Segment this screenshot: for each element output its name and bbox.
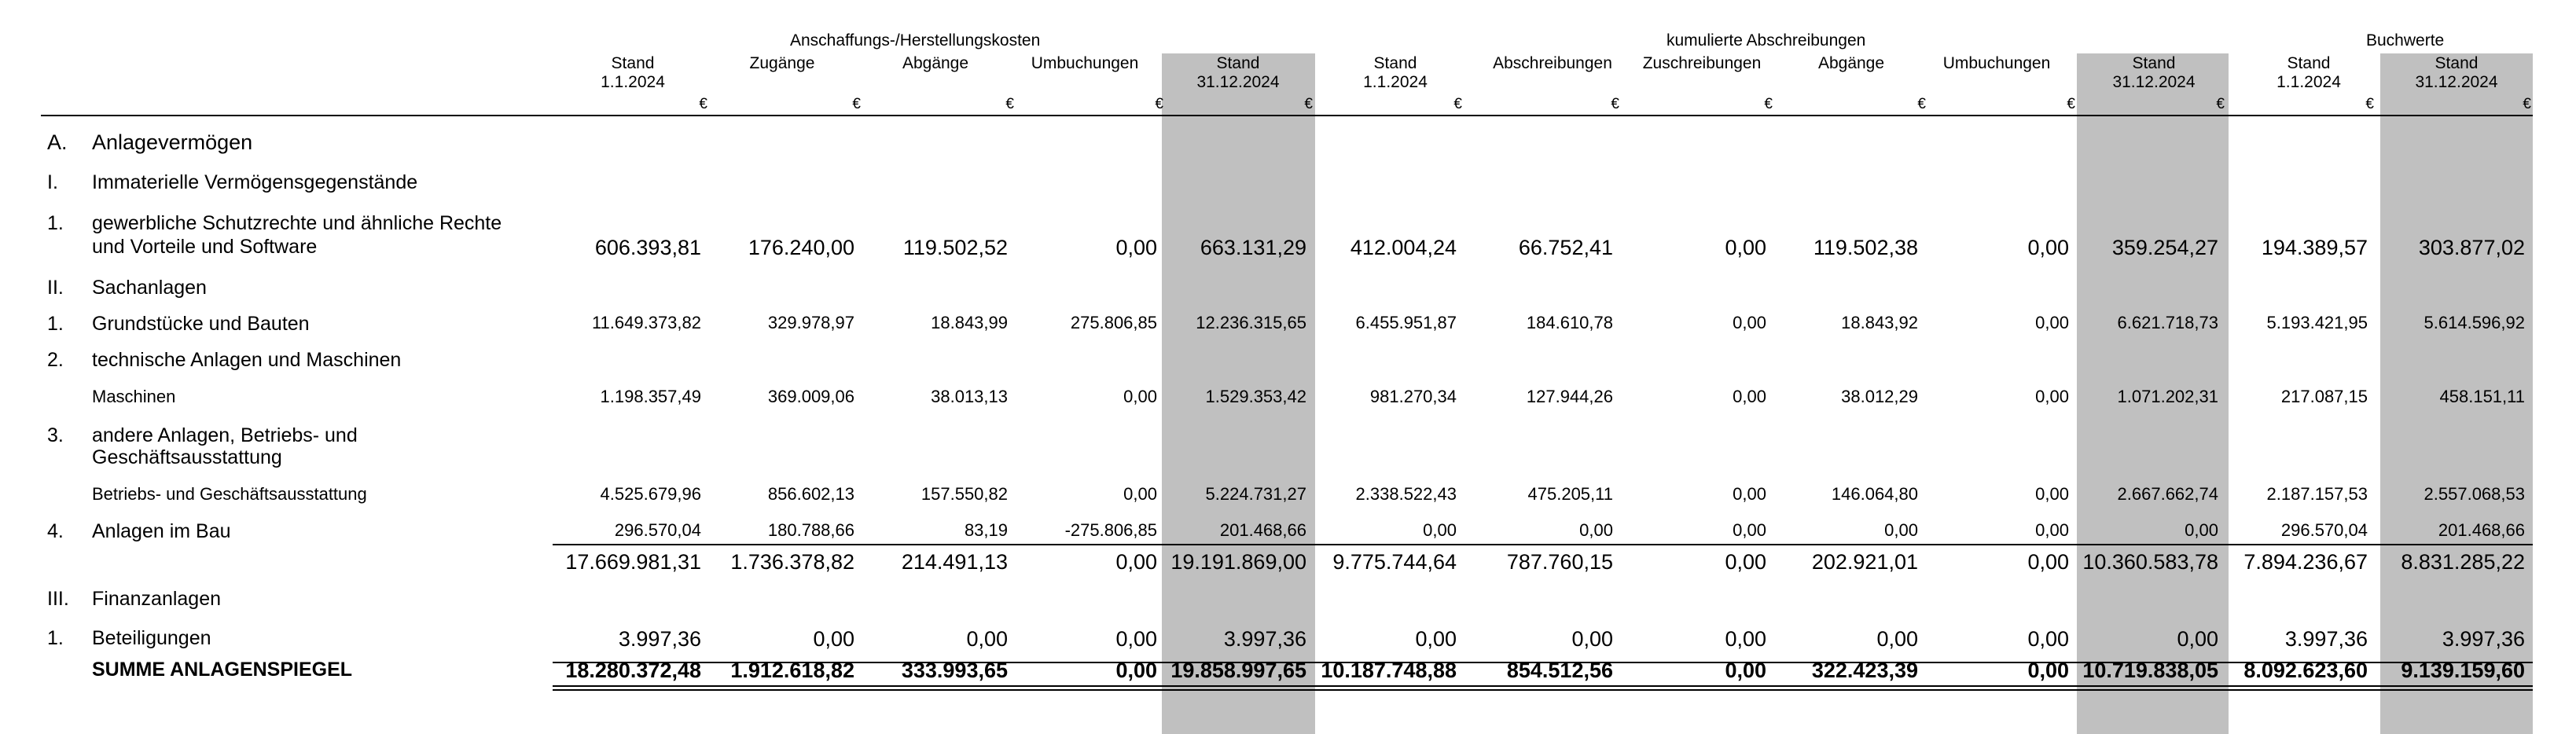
currency-symbol: € (1611, 96, 1619, 112)
sum-double-rule-upper (553, 685, 2533, 687)
column-header-abs-abgaenge: Abgänge (1817, 54, 1885, 72)
currency-symbol: € (1917, 96, 1926, 112)
section-index: II. (47, 277, 64, 299)
cell-zuschreibungen: 0,00 (1733, 313, 1766, 332)
cell-abs-umbuchungen: 0,00 (2035, 484, 2069, 504)
group-header-buchwerte: Buchwerte (2366, 31, 2445, 50)
row-index: 1. (47, 212, 64, 234)
cell-abs-umbuchungen: 0,00 (2035, 520, 2069, 540)
cell-bw-stand-start: 194.389,57 (2261, 236, 2368, 259)
sum-double-rule-lower (553, 689, 2533, 691)
cell-ahk-abgaenge: 18.843,99 (931, 313, 1008, 332)
cell-ahk-zugaenge: 176.240,00 (748, 236, 854, 259)
row-label: technische Anlagen und Maschinen (92, 349, 402, 371)
column-header-zuschreibungen: Zuschreibungen (1642, 54, 1762, 72)
cell-ahk-stand-end: 19.858.997,65 (1170, 659, 1306, 682)
cell-abs-stand-start: 9.775.744,64 (1332, 550, 1457, 574)
cell-ahk-zugaenge: 1.912.618,82 (730, 659, 854, 682)
section-label: Anlagevermögen (92, 130, 253, 154)
section-label: Finanzanlagen (92, 588, 222, 610)
cell-ahk-stand-end: 19.191.869,00 (1170, 550, 1306, 574)
row-index: 4. (47, 520, 64, 542)
currency-symbol: € (2067, 96, 2075, 112)
cell-ahk-abgaenge: 0,00 (966, 627, 1008, 651)
row-index: 2. (47, 349, 64, 371)
cell-bw-stand-start: 5.193.421,95 (2266, 313, 2368, 332)
row-label: Beteiligungen (92, 627, 211, 649)
cell-ahk-stand-start: 11.649.373,82 (591, 313, 701, 332)
cell-abschreibungen: 475.205,11 (1527, 484, 1613, 504)
cell-abs-stand-start: 412.004,24 (1350, 236, 1457, 259)
subtotal-rule (553, 544, 2533, 545)
cell-abs-umbuchungen: 0,00 (2035, 313, 2069, 332)
column-header-abs-stand-end: Stand 31.12.2024 (2112, 54, 2196, 91)
cell-abschreibungen: 184.610,78 (1526, 313, 1613, 332)
cell-zuschreibungen: 0,00 (1733, 520, 1766, 540)
cell-ahk-umbuchungen: 0,00 (1115, 627, 1157, 651)
currency-symbol: € (2216, 96, 2225, 112)
cell-bw-stand-start: 8.092.623,60 (2243, 659, 2368, 682)
cell-ahk-stand-start: 3.997,36 (618, 627, 701, 651)
cell-abs-abgaenge: 119.502,38 (1813, 236, 1918, 259)
cell-zuschreibungen: 0,00 (1725, 627, 1766, 651)
cell-ahk-abgaenge: 333.993,65 (901, 659, 1008, 682)
cell-bw-stand-end: 2.557.068,53 (2423, 484, 2525, 504)
cell-ahk-umbuchungen: 0,00 (1115, 236, 1157, 259)
cell-abs-umbuchungen: 0,00 (2027, 550, 2069, 574)
section-index: A. (47, 130, 68, 154)
column-header-ahk-stand-end: Stand 31.12.2024 (1196, 54, 1280, 91)
cell-abs-stand-end: 0,00 (2177, 627, 2218, 651)
section-index: I. (47, 171, 58, 193)
row-index: 3. (47, 424, 64, 446)
cell-abs-abgaenge: 146.064,80 (1831, 484, 1918, 504)
cell-ahk-stand-end: 201.468,66 (1219, 520, 1306, 540)
cell-zuschreibungen: 0,00 (1733, 484, 1766, 504)
cell-ahk-umbuchungen: 275.806,85 (1070, 313, 1157, 332)
cell-abs-stand-end: 1.071.202,31 (2117, 387, 2218, 406)
cell-ahk-umbuchungen: -275.806,85 (1064, 520, 1157, 540)
cell-ahk-zugaenge: 369.009,06 (767, 387, 854, 406)
cell-ahk-stand-start: 296.570,04 (614, 520, 701, 540)
cell-bw-stand-end: 8.831.285,22 (2401, 550, 2525, 574)
cell-ahk-abgaenge: 214.491,13 (901, 550, 1008, 574)
cell-ahk-stand-start: 4.525.679,96 (600, 484, 701, 504)
cell-abschreibungen: 0,00 (1571, 627, 1613, 651)
cell-abs-abgaenge: 0,00 (1876, 627, 1918, 651)
currency-symbol: € (1304, 96, 1313, 112)
cell-abs-stand-start: 0,00 (1415, 627, 1457, 651)
cell-ahk-umbuchungen: 0,00 (1115, 550, 1157, 574)
cell-bw-stand-end: 201.468,66 (2438, 520, 2525, 540)
cell-abs-umbuchungen: 0,00 (2035, 387, 2069, 406)
cell-ahk-abgaenge: 38.013,13 (931, 387, 1008, 406)
cell-abs-abgaenge: 18.843,92 (1841, 313, 1918, 332)
header-rule (41, 115, 2533, 116)
cell-bw-stand-end: 5.614.596,92 (2423, 313, 2525, 332)
column-header-abs-umbuchungen: Umbuchungen (1942, 54, 2051, 72)
cell-abschreibungen: 854.512,56 (1506, 659, 1613, 682)
group-header-abschreibungen: kumulierte Abschreibungen (1666, 31, 1866, 50)
cell-zuschreibungen: 0,00 (1725, 659, 1766, 682)
cell-zuschreibungen: 0,00 (1725, 236, 1766, 259)
row-label: Maschinen (92, 387, 176, 406)
row-label-line1: gewerbliche Schutzrechte und ähnliche Rechte (92, 212, 502, 234)
cell-bw-stand-end: 458.151,11 (2439, 387, 2525, 406)
column-header-abs-stand-start: Stand 1.1.2024 (1363, 54, 1428, 91)
cell-ahk-stand-start: 17.669.981,31 (565, 550, 701, 574)
cell-abs-abgaenge: 38.012,29 (1841, 387, 1918, 406)
row-index: 1. (47, 313, 64, 335)
row-label-line1: andere Anlagen, Betriebs- und (92, 424, 358, 446)
cell-bw-stand-end: 3.997,36 (2442, 627, 2525, 651)
section-label: Immaterielle Vermögensgegenstände (92, 171, 418, 193)
cell-abs-stand-end: 6.621.718,73 (2117, 313, 2218, 332)
cell-ahk-zugaenge: 180.788,66 (767, 520, 854, 540)
cell-ahk-zugaenge: 329.978,97 (767, 313, 854, 332)
cell-abs-stand-start: 981.270,34 (1369, 387, 1457, 406)
cell-abs-stand-start: 2.338.522,43 (1355, 484, 1457, 504)
column-header-ahk-stand-start: Stand 1.1.2024 (601, 54, 665, 91)
cell-abs-stand-end: 359.254,27 (2111, 236, 2218, 259)
row-label: SUMME ANLAGENSPIEGEL (92, 659, 353, 681)
currency-symbol: € (852, 96, 861, 112)
cell-ahk-abgaenge: 157.550,82 (921, 484, 1008, 504)
cell-zuschreibungen: 0,00 (1733, 387, 1766, 406)
cell-abs-stand-start: 6.455.951,87 (1355, 313, 1457, 332)
cell-abs-abgaenge: 0,00 (1884, 520, 1918, 540)
cell-abs-stand-end: 0,00 (2185, 520, 2218, 540)
row-label: Betriebs- und Geschäftsausstattung (92, 484, 367, 504)
cell-ahk-stand-end: 663.131,29 (1200, 236, 1306, 259)
cell-abs-umbuchungen: 0,00 (2027, 659, 2069, 682)
currency-symbol: € (2523, 96, 2531, 112)
cell-bw-stand-start: 7.894.236,67 (2243, 550, 2368, 574)
cell-abs-stand-end: 10.719.838,05 (2082, 659, 2218, 682)
cell-abs-abgaenge: 322.423,39 (1811, 659, 1918, 682)
cell-ahk-abgaenge: 83,19 (964, 520, 1008, 540)
cell-ahk-stand-start: 606.393,81 (594, 236, 701, 259)
cell-ahk-stand-end: 3.997,36 (1223, 627, 1306, 651)
cell-abs-stand-start: 10.187.748,88 (1321, 659, 1457, 682)
cell-ahk-umbuchungen: 0,00 (1123, 484, 1157, 504)
currency-symbol: € (699, 96, 707, 112)
cell-abschreibungen: 66.752,41 (1518, 236, 1613, 259)
cell-abschreibungen: 127.944,26 (1526, 387, 1613, 406)
row-label-line2: Geschäftsausstattung (92, 446, 282, 468)
column-header-bw-stand-start: Stand 1.1.2024 (2277, 54, 2341, 91)
cell-ahk-stand-end: 12.236.315,65 (1196, 313, 1306, 332)
cell-ahk-umbuchungen: 0,00 (1123, 387, 1157, 406)
cell-ahk-zugaenge: 856.602,13 (767, 484, 854, 504)
cell-bw-stand-end: 303.877,02 (2418, 236, 2525, 259)
column-header-bw-stand-end: Stand 31.12.2024 (2415, 54, 2498, 91)
section-label: Sachanlagen (92, 277, 207, 299)
cell-zuschreibungen: 0,00 (1725, 550, 1766, 574)
cell-ahk-umbuchungen: 0,00 (1115, 659, 1157, 682)
cell-bw-stand-start: 296.570,04 (2280, 520, 2368, 540)
column-header-ahk-abgaenge: Abgänge (902, 54, 969, 72)
cell-abs-umbuchungen: 0,00 (2027, 236, 2069, 259)
row-label-line2: und Vorteile und Software (92, 236, 318, 258)
section-index: III. (47, 588, 69, 610)
cell-ahk-stand-start: 1.198.357,49 (600, 387, 701, 406)
currency-symbol: € (2365, 96, 2374, 112)
currency-symbol: € (1155, 96, 1163, 112)
column-header-abschreibungen: Abschreibungen (1493, 54, 1612, 72)
cell-ahk-abgaenge: 119.502,52 (902, 236, 1008, 259)
cell-bw-stand-start: 2.187.157,53 (2266, 484, 2368, 504)
cell-abschreibungen: 0,00 (1579, 520, 1613, 540)
cell-ahk-stand-start: 18.280.372,48 (565, 659, 701, 682)
cell-abschreibungen: 787.760,15 (1506, 550, 1613, 574)
cell-abs-stand-start: 0,00 (1423, 520, 1457, 540)
cell-abs-abgaenge: 202.921,01 (1811, 550, 1918, 574)
row-label: Grundstücke und Bauten (92, 313, 310, 335)
cell-bw-stand-end: 9.139.159,60 (2401, 659, 2525, 682)
cell-ahk-stand-end: 5.224.731,27 (1205, 484, 1306, 504)
cell-ahk-zugaenge: 0,00 (813, 627, 854, 651)
column-header-ahk-umbuchungen: Umbuchungen (1031, 54, 1139, 72)
cell-bw-stand-start: 3.997,36 (2284, 627, 2368, 651)
row-index: 1. (47, 627, 64, 649)
currency-symbol: € (1764, 96, 1773, 112)
currency-symbol: € (1005, 96, 1014, 112)
cell-bw-stand-start: 217.087,15 (2280, 387, 2368, 406)
row-label: Anlagen im Bau (92, 520, 231, 542)
cell-abs-stand-end: 2.667.662,74 (2117, 484, 2218, 504)
currency-symbol: € (1453, 96, 1462, 112)
cell-abs-stand-end: 10.360.583,78 (2082, 550, 2218, 574)
cell-ahk-zugaenge: 1.736.378,82 (730, 550, 854, 574)
column-header-ahk-zugaenge: Zugänge (749, 54, 815, 72)
cell-ahk-stand-end: 1.529.353,42 (1205, 387, 1306, 406)
group-header-ahk: Anschaffungs-/Herstellungskosten (790, 31, 1041, 50)
cell-abs-umbuchungen: 0,00 (2027, 627, 2069, 651)
